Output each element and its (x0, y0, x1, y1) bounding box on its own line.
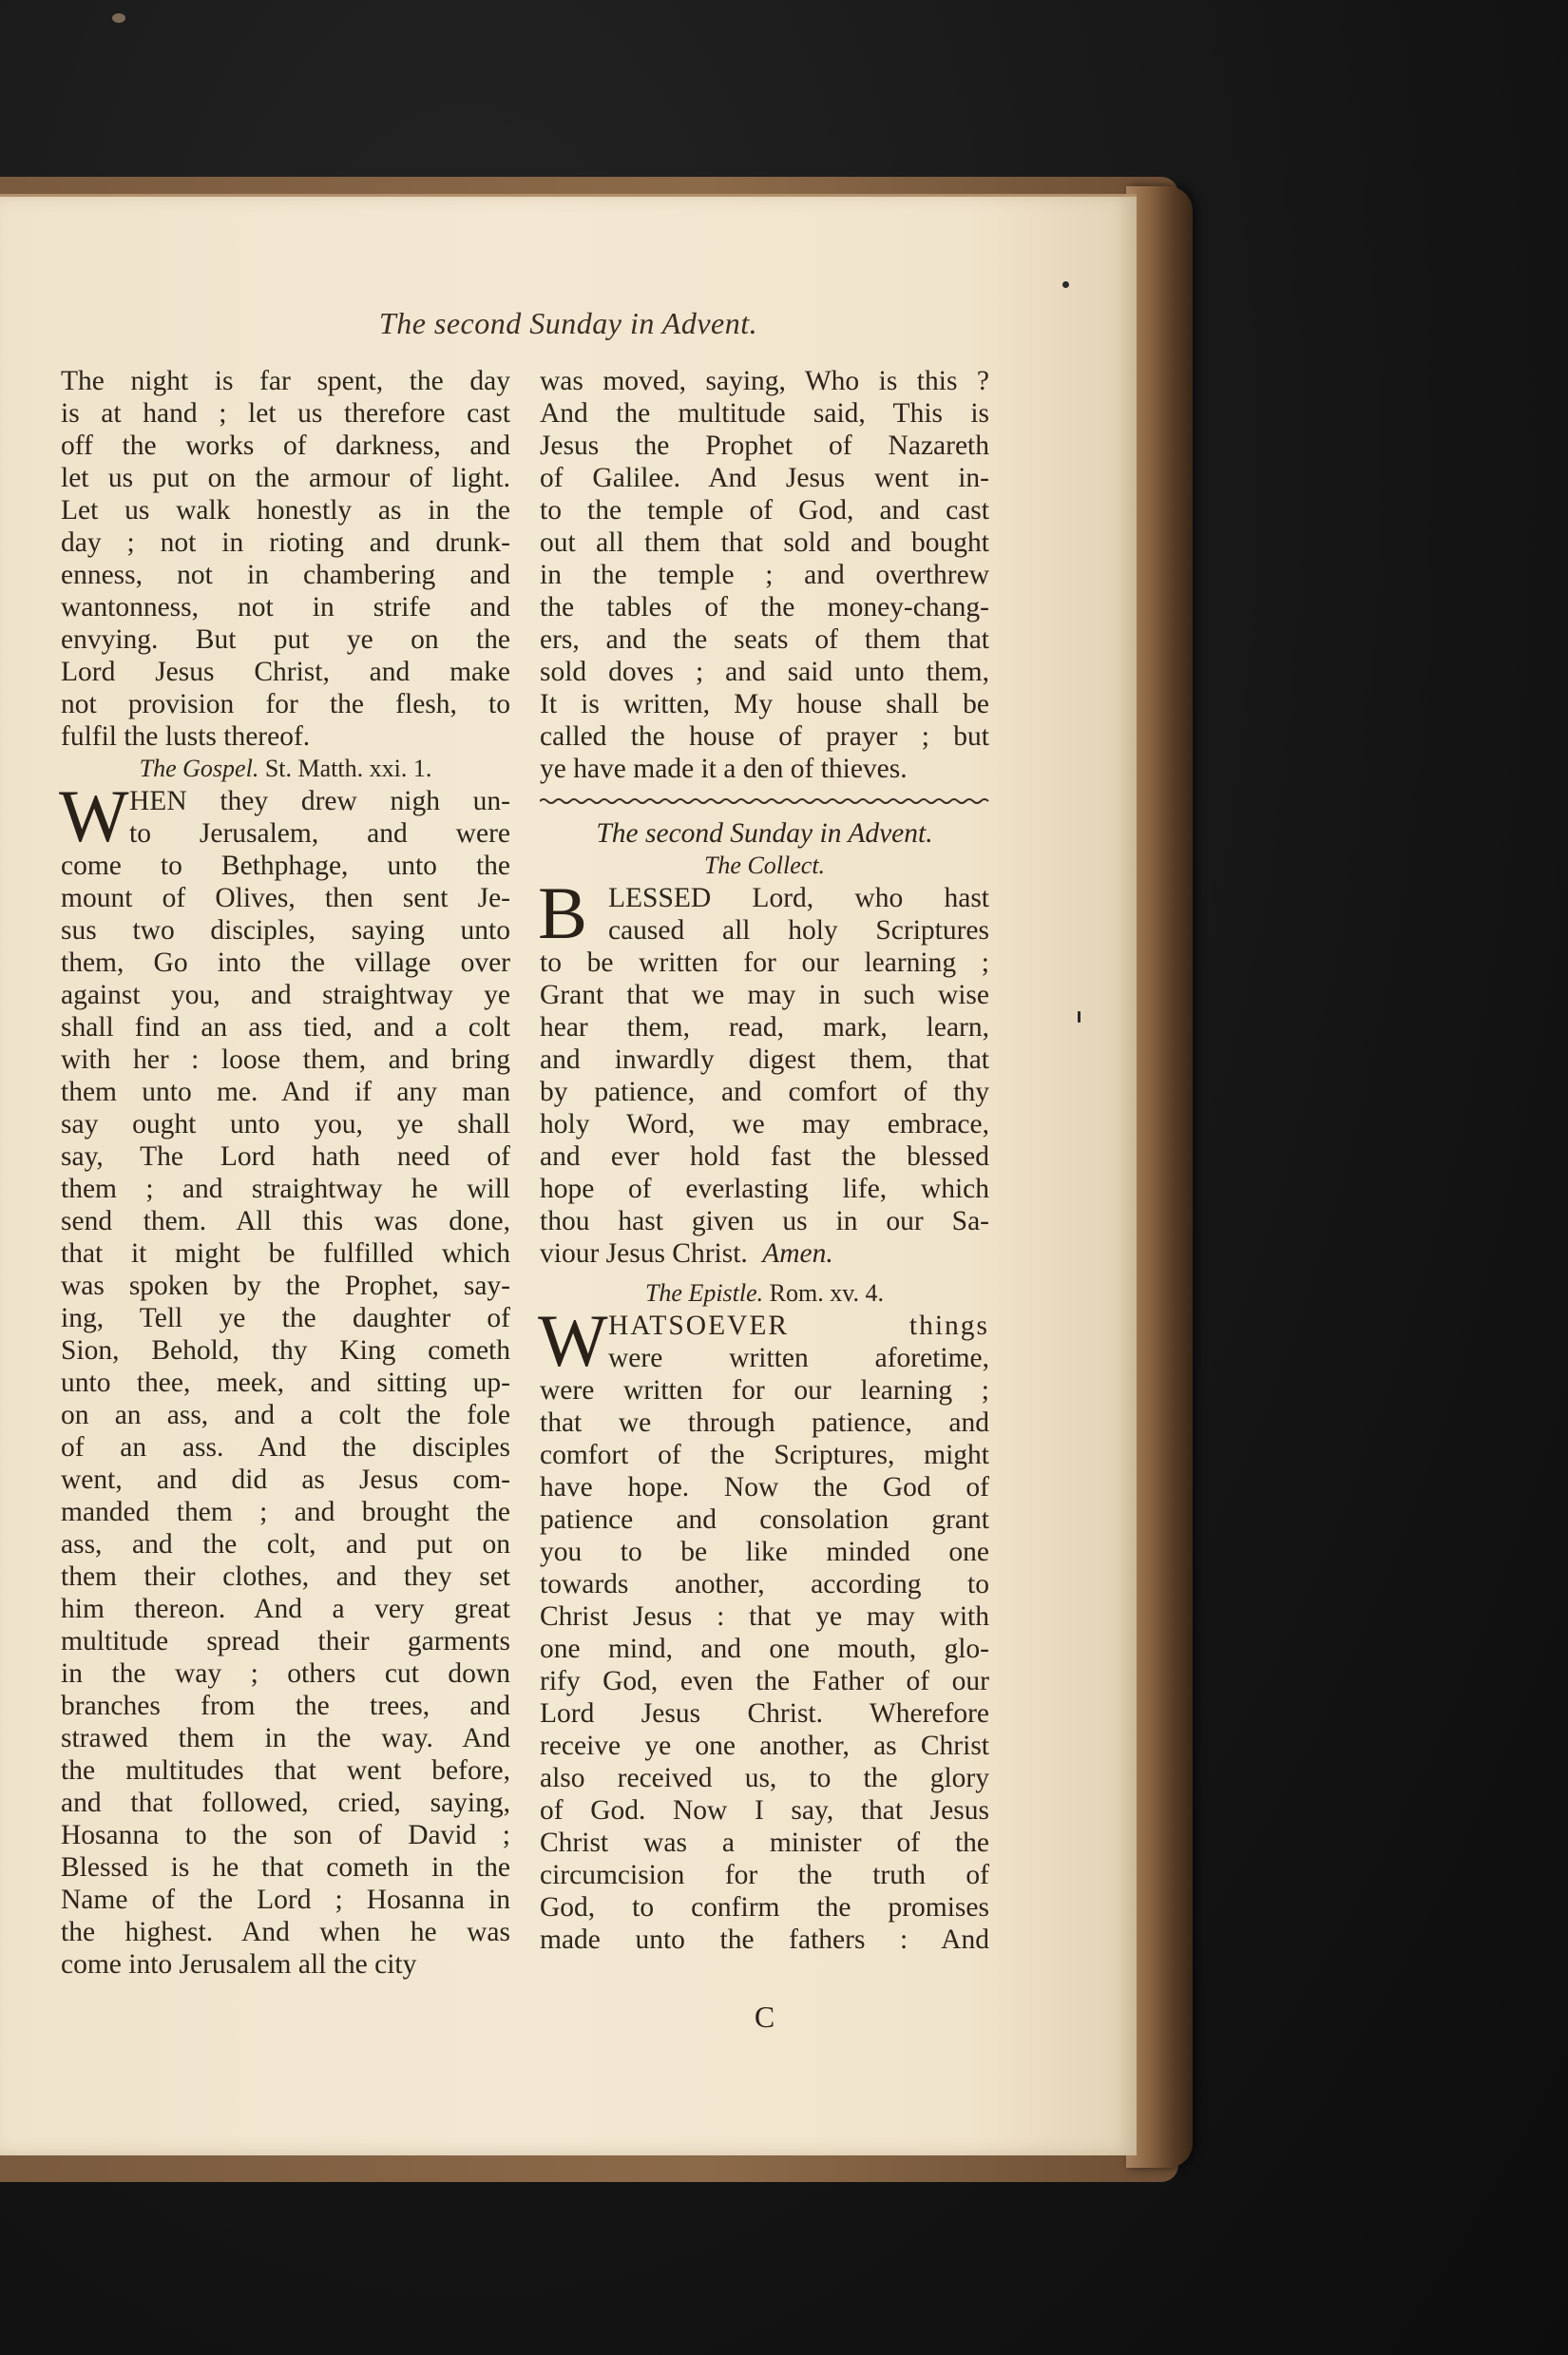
text-line: patience and consolation grant (540, 1504, 989, 1535)
text-line: come into Jerusalem all the city (61, 1949, 417, 1980)
text-line: Let us walk honestly as in the (61, 495, 510, 526)
text-line: out all them that sold and bought (540, 527, 989, 558)
text-line: that it might be fulfilled which (61, 1238, 510, 1269)
text-line: ye have made it a den of thieves. (540, 754, 908, 784)
text-line: And the multitude said, This is (540, 398, 989, 429)
text-line: say ought unto you, ye shall (61, 1109, 510, 1139)
text-line: circumcision for the truth of (540, 1860, 989, 1890)
text-line: thou hast given us in our Sa- (540, 1206, 989, 1236)
text-line: mount of Olives, then sent Je- (61, 883, 510, 913)
epistle-body (540, 1374, 989, 1956)
text-line: Name of the Lord ; Hosanna in (61, 1885, 510, 1915)
text-line: strawed them in the way. And (61, 1723, 510, 1753)
text-line: to Jerusalem, and were (129, 818, 510, 849)
collect-last-text: viour Jesus Christ. (540, 1238, 748, 1269)
text-line: God, to confirm the promises (540, 1892, 989, 1923)
text-line: have hope. Now the God of (540, 1472, 989, 1503)
text-line: HATSOEVER things (608, 1311, 989, 1341)
amen: Amen. (762, 1238, 833, 1269)
text-line: on an ass, and a colt the fole (61, 1400, 510, 1430)
wavy-rule-icon (540, 796, 989, 806)
text-line: sold doves ; and said unto them, (540, 657, 989, 687)
text-line: hear them, read, mark, learn, (540, 1012, 989, 1043)
text-line: day ; not in rioting and drunk- (61, 527, 510, 558)
text-line: Jesus the Prophet of Nazareth (540, 431, 989, 461)
text-line: Christ Jesus : that ye may with (540, 1601, 989, 1632)
signature-mark: C (754, 2000, 775, 2034)
text-line: Sion, Behold, thy King cometh (61, 1335, 510, 1366)
text-line: you to be like minded one (540, 1537, 989, 1567)
text-line: shall find an ass tied, and a colt (61, 1012, 510, 1043)
text-line: and inwardly digest them, that (540, 1044, 989, 1075)
text-line: was moved, saying, Who is this ? (540, 366, 989, 396)
text-line: manded them ; and brought the (61, 1497, 510, 1527)
text-line: holy Word, we may embrace, (540, 1109, 989, 1139)
text-line: branches from the trees, and (61, 1691, 510, 1721)
text-line: let us put on the armour of light. (61, 463, 510, 493)
text-line: were written aforetime, (608, 1343, 989, 1373)
text-line: to the temple of God, and cast (540, 495, 989, 526)
text-line: fulfil the lusts thereof. (61, 721, 311, 752)
epistle-heading-title: The Epistle. (644, 1279, 764, 1307)
text-line: them, Go into the village over (61, 948, 510, 978)
text-line: also received us, to the glory (540, 1763, 989, 1793)
text-line: against you, and straightway ye (61, 980, 510, 1010)
text-line: LESSED Lord, who hast (608, 883, 989, 913)
gospel-dropcap: W (59, 775, 129, 857)
text-line: them ; and straightway he will (61, 1174, 510, 1204)
text-line: Grant that we may in such wise (540, 980, 989, 1010)
running-head: The second Sunday in Advent. (378, 306, 758, 340)
text-line: ers, and the seats of them that (540, 624, 989, 655)
text-line: to be written for our learning ; (540, 948, 989, 978)
text-line: enness, not in chambering and (61, 560, 510, 590)
text-line: comfort of the Scriptures, might (540, 1440, 989, 1470)
text-line: Christ was a minister of the (540, 1828, 989, 1858)
epistle-dropcap: W (538, 1299, 608, 1382)
text-line: in the way ; others cut down (61, 1658, 510, 1689)
text-line: send them. All this was done, (61, 1206, 510, 1236)
text-line: off the works of darkness, and (61, 431, 510, 461)
text-line: with her : loose them, and bring (61, 1044, 510, 1075)
ink-mark (1078, 1011, 1080, 1023)
text-line: is at hand ; let us therefore cast (61, 398, 510, 429)
dust-speck (112, 13, 125, 23)
text-line: went, and did as Jesus com- (61, 1465, 510, 1495)
collect-dropcap: B (538, 871, 588, 954)
text-line: come to Bethphage, unto the (61, 851, 510, 881)
gospel-body (61, 850, 510, 1981)
text-line: It is written, My house shall be (540, 689, 989, 719)
text-line: was spoken by the Prophet, say- (61, 1271, 510, 1301)
left-column (61, 365, 510, 1981)
epistle-heading-ref: Rom. xv. 4. (769, 1279, 885, 1307)
text-line: Hosanna to the son of David ; (61, 1820, 510, 1850)
text-line: Blessed is he that cometh in the (61, 1852, 510, 1883)
gospel-heading-ref: St. Matth. xxi. 1. (264, 755, 432, 782)
text-line: him thereon. And a very great (61, 1594, 510, 1624)
text-line: of Galilee. And Jesus went in- (540, 463, 989, 493)
text-line: hope of everlasting life, which (540, 1174, 989, 1204)
text-line: HEN they drew nigh un- (129, 786, 510, 816)
epistle-continuation (61, 365, 510, 753)
gospel-continuation (540, 365, 989, 785)
text-line: multitude spread their garments (61, 1626, 510, 1656)
text-line: unto thee, meek, and sitting up- (61, 1368, 510, 1398)
text-line: called the house of prayer ; but (540, 721, 989, 752)
text-line: rify God, even the Father of our (540, 1666, 989, 1696)
text-line: that we through patience, and (540, 1407, 989, 1438)
text-line: one mind, and one mouth, glo- (540, 1634, 989, 1664)
collect-body (540, 947, 989, 1270)
text-line: sus two disciples, saying unto (61, 915, 510, 946)
epistle-opening (538, 1299, 989, 1382)
text-line: not provision for the flesh, to (61, 689, 510, 719)
text-line: ass, and the colt, and put on (61, 1529, 510, 1560)
text-line: Lord Jesus Christ, and make (61, 657, 510, 687)
text-line: the highest. And when he was (61, 1917, 510, 1947)
text-line: ing, Tell ye the daughter of (61, 1303, 510, 1333)
collect-opening (538, 871, 989, 954)
text-line: and that followed, cried, saying, (61, 1788, 510, 1818)
text-line: towards another, according to (540, 1569, 989, 1599)
text-line: envying. But put ye on the (61, 624, 510, 655)
section-title: The second Sunday in Advent. (596, 818, 933, 849)
text-line: caused all holy Scriptures (608, 915, 989, 946)
ornamental-rule (540, 793, 989, 812)
collect-last-line (540, 1237, 989, 1270)
text-line: of God. Now I say, that Jesus (540, 1795, 989, 1826)
text-line: them their clothes, and they set (61, 1561, 510, 1592)
text-line: them unto me. And if any man (61, 1077, 510, 1107)
right-column (540, 365, 989, 1956)
ink-speck (1062, 281, 1069, 288)
text-line: the tables of the money-chang- (540, 592, 989, 622)
text-line: made unto the fathers : And (540, 1924, 989, 1955)
text-line: Lord Jesus Christ. Wherefore (540, 1698, 989, 1729)
text-line: receive ye one another, as Christ (540, 1731, 989, 1761)
text-line: wantonness, not in strife and (61, 592, 510, 622)
text-line: were written for our learning ; (540, 1375, 989, 1406)
text-line: the multitudes that went before, (61, 1755, 510, 1786)
text-line: and ever hold fast the blessed (540, 1141, 989, 1172)
text-line: in the temple ; and overthrew (540, 560, 989, 590)
text-line: of an ass. And the disciples (61, 1432, 510, 1463)
text-line: say, The Lord hath need of (61, 1141, 510, 1172)
gospel-opening (59, 775, 510, 857)
gospel-heading-title: The Gospel. (139, 755, 259, 782)
text-line: by patience, and comfort of thy (540, 1077, 989, 1107)
text-line: The night is far spent, the day (61, 366, 510, 396)
page-top-edge (0, 194, 1137, 197)
collect-title: The Collect. (703, 852, 826, 879)
